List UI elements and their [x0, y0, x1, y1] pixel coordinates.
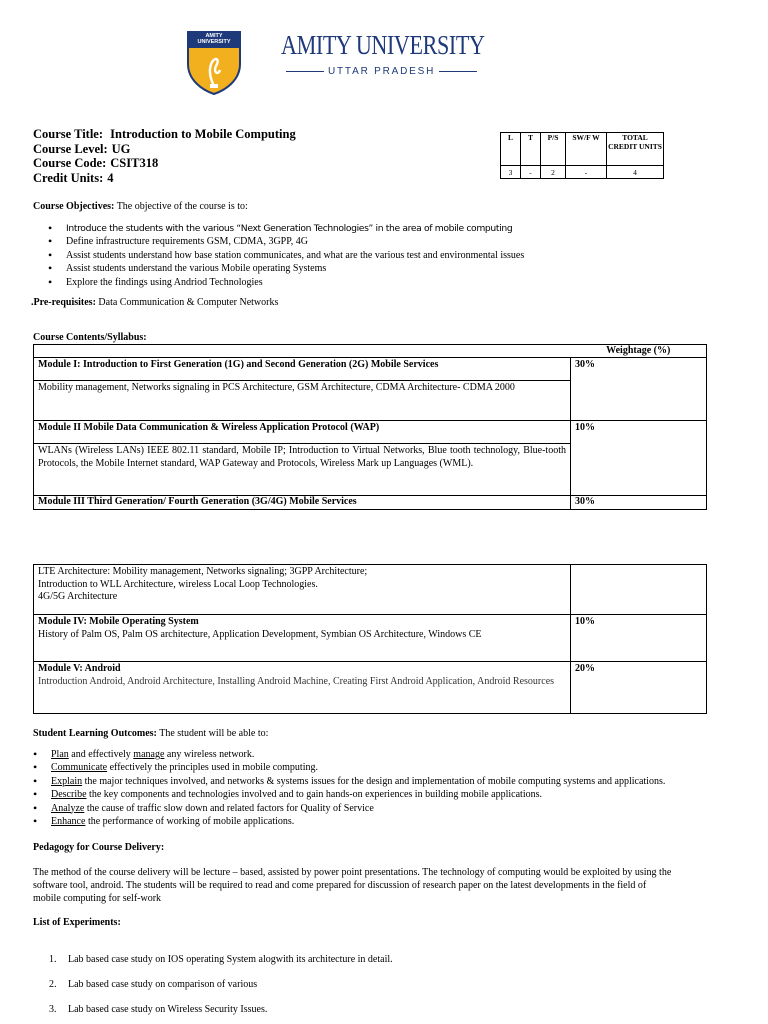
outcome-verb: Plan: [51, 749, 69, 760]
syllabus-heading: Course Contents/Syllabus:: [33, 332, 147, 343]
ltp-value-l: 3: [501, 166, 521, 179]
ltp-header-row: [501, 133, 664, 166]
course-title: Introduction to Mobile Computing: [110, 127, 296, 141]
outcome-verb: Explain: [51, 775, 83, 787]
ltp-value-total: 4: [607, 166, 664, 179]
module-title: Module II Mobile Data Communication & Wireless Application Protocol (WAP): [34, 421, 571, 444]
outcome-verb: Enhance: [51, 815, 86, 827]
experiments-heading: List of Experiments:: [33, 917, 121, 928]
module-cell: [34, 615, 571, 662]
list-item: [49, 979, 257, 990]
module-title: Module I: Introduction to First Generation (1G) and Second Generation (2G) Mobile Services: [34, 358, 571, 381]
experiment-text: Lab based case study on comparison of various: [68, 979, 258, 990]
ltp-value-ps: 2: [541, 166, 566, 179]
left-rule: [286, 71, 324, 72]
credit-units-line: [33, 171, 296, 186]
pedagogy-heading: Pedagogy for Course Delivery:: [33, 842, 165, 853]
list-item: [48, 249, 524, 262]
outcome-text: effectively the principles used in mobile computing.: [107, 762, 318, 774]
outcome-text: the cause of traffic slow down and related factors for Quality of Service: [84, 802, 374, 814]
ltp-value-row: [501, 166, 664, 179]
table-row: [34, 421, 707, 444]
pedagogy-line: software tool, android. The students will be required to read and come prepared for discussion of research paper on the latest developments in the field of: [33, 880, 647, 891]
course-level-line: [33, 142, 296, 157]
module-content-line: Introduction to WLL Architecture, wireless Local Loop Technologies.: [38, 578, 318, 590]
module-content: Mobility management, Networks signaling in PCS Architecture, GSM Architecture, CDMA Architecture- CDMA 2000: [34, 381, 571, 421]
module-content: [34, 565, 571, 615]
pedagogy-line: The method of the course delivery will be lecture – based, assisted by power point presentations. The technology of computing would be exploited by using the: [33, 867, 672, 878]
outcomes-list: [33, 748, 665, 828]
course-level-label: Course Level:: [33, 141, 108, 156]
module-content-line: LTE Architecture: Mobility management, Networks signaling; 3GPP Architecture;: [38, 566, 368, 577]
list-item: [33, 802, 665, 815]
list-item: [48, 222, 524, 235]
module-title: Module IV: Mobile Operating System: [38, 616, 199, 627]
outcomes-intro-text: The student will be able to:: [159, 728, 269, 739]
credit-units-label: Credit Units:: [33, 170, 104, 185]
module-title: Module III Third Generation/ Fourth Generation (3G/4G) Mobile Services: [34, 496, 571, 510]
module-content-line: 4G/5G Architecture: [38, 591, 118, 602]
outcome-verb: Communicate: [51, 762, 108, 774]
outcome-verb: Describe: [51, 789, 87, 801]
module-weight: 10%: [571, 615, 707, 662]
outcome-verb-2: manage: [133, 749, 165, 760]
objective-text: Assist students understand the various Mobile operating Systems: [66, 263, 327, 275]
experiment-number: 1.: [49, 954, 57, 965]
ltp-table: [500, 132, 664, 179]
course-title-line: [33, 127, 296, 142]
table-row: [34, 662, 707, 714]
objective-text: Assist students understand how base station communicates, and what are the various test and environmental issues: [66, 249, 525, 261]
objective-text: Explore the findings using Andriod Technologies: [66, 276, 263, 288]
list-item: [33, 748, 665, 761]
right-rule: [439, 71, 477, 72]
outcomes-label: Student Learning Outcomes:: [33, 728, 157, 739]
prerequisites-text: Data Communication & Computer Networks: [98, 297, 279, 308]
module-weight: 20%: [571, 662, 707, 714]
location-text: UTTAR PRADESH: [328, 66, 436, 77]
objectives-intro: [33, 200, 248, 213]
ltp-header-total: TOTAL CREDIT UNITS: [607, 133, 664, 166]
logo-text: AMITY UNIVERSITY: [197, 33, 231, 45]
pedagogy-line: mobile computing for self-work: [33, 893, 162, 904]
experiment-number: 2.: [49, 979, 57, 990]
table-cell: [34, 345, 571, 358]
syllabus-table-2: [33, 564, 707, 714]
list-item: [48, 262, 524, 275]
ltp-value-t: -: [521, 166, 541, 179]
table-row: [34, 496, 707, 510]
table-row: [34, 345, 707, 358]
outcome-verb: Analyze: [51, 802, 85, 814]
module-weight: 10%: [571, 421, 707, 496]
university-logo: [186, 30, 242, 96]
ltp-header-t: T: [521, 133, 541, 166]
table-row: [34, 358, 707, 381]
course-code: CSIT318: [110, 156, 159, 170]
course-code-label: Course Code:: [33, 156, 107, 170]
module-weight: 30%: [571, 496, 707, 510]
weightage-header: Weightage (%): [571, 345, 707, 358]
course-title-label: Course Title:: [33, 127, 104, 141]
module-weight: 30%: [571, 358, 707, 421]
course-level: UG: [111, 141, 131, 156]
module-cell: [34, 662, 571, 714]
prerequisites-label: .Pre-requisites:: [31, 297, 96, 308]
outcome-text: and effectively: [68, 749, 134, 760]
course-info: [33, 127, 296, 185]
objective-text: Define infrastructure requirements GSM, CDMA, 3GPP, 4G: [66, 236, 308, 248]
list-item: [48, 235, 524, 248]
outcome-text: the key components and technologies involved and to gain hands-on experiences in building mobile applications.: [86, 789, 542, 801]
outcome-text-2: any wireless network.: [164, 749, 255, 760]
list-item: [49, 954, 393, 965]
list-item: [33, 775, 665, 788]
table-row: [34, 565, 707, 615]
objectives-label: Course Objectives:: [33, 201, 115, 212]
course-code-line: [33, 156, 296, 171]
university-location: [286, 66, 477, 77]
outcome-text: the major techniques involved, and networks & systems issues for the design and implementation of mobile computing systems and applications.: [82, 775, 666, 787]
objective-text: Introduce the students with the various “Next Generation Technologies” in the area of mobile computing: [66, 223, 513, 234]
experiment-number: 3.: [49, 1004, 57, 1015]
experiment-text: Lab based case study on Wireless Security Issues.: [68, 1004, 268, 1015]
list-item: [49, 1004, 267, 1015]
outcome-text: the performance of working of mobile applications.: [85, 815, 295, 827]
module-content: History of Palm OS, Palm OS architecture, Application Development, Symbian OS Architecture, Windows CE: [38, 628, 482, 640]
ltp-header-ps: P/S: [541, 133, 566, 166]
ltp-header-l: L: [501, 133, 521, 166]
module-content: Introduction Android, Android Architecture, Installing Android Machine, Creating First Android Application, Android Resources: [38, 675, 555, 687]
list-item: [33, 761, 665, 774]
module-title: Module V: Android: [38, 663, 121, 674]
pedagogy-text: [33, 866, 671, 905]
table-row: [34, 615, 707, 662]
list-item: [48, 276, 524, 289]
objectives-list: [48, 222, 524, 289]
syllabus-table-1: [33, 344, 707, 510]
university-name: AMITY UNIVERSITY: [281, 30, 485, 60]
experiment-text: Lab based case study on IOS operating System alogwith its architecture in detail.: [68, 954, 393, 965]
ltp-header-swfw: SW/F W: [566, 133, 607, 166]
outcomes-intro: [33, 727, 268, 740]
credit-units: 4: [107, 170, 114, 185]
prerequisites: [31, 296, 278, 309]
module-content: WLANs (Wireless LANs) IEEE 802.11 standard, Mobile IP; Introduction to Virtual Networks, Blue tooth technology, Blue-tooth Protocols, the Mobile Internet standard, WAP Gateway and Protocols, Wireless Mark up Languages (WML).: [34, 444, 571, 496]
table-cell: [571, 565, 707, 615]
list-item: [33, 815, 665, 828]
ltp-value-swfw: -: [566, 166, 607, 179]
list-item: [33, 788, 665, 801]
objectives-intro-text: The objective of the course is to:: [116, 201, 248, 212]
